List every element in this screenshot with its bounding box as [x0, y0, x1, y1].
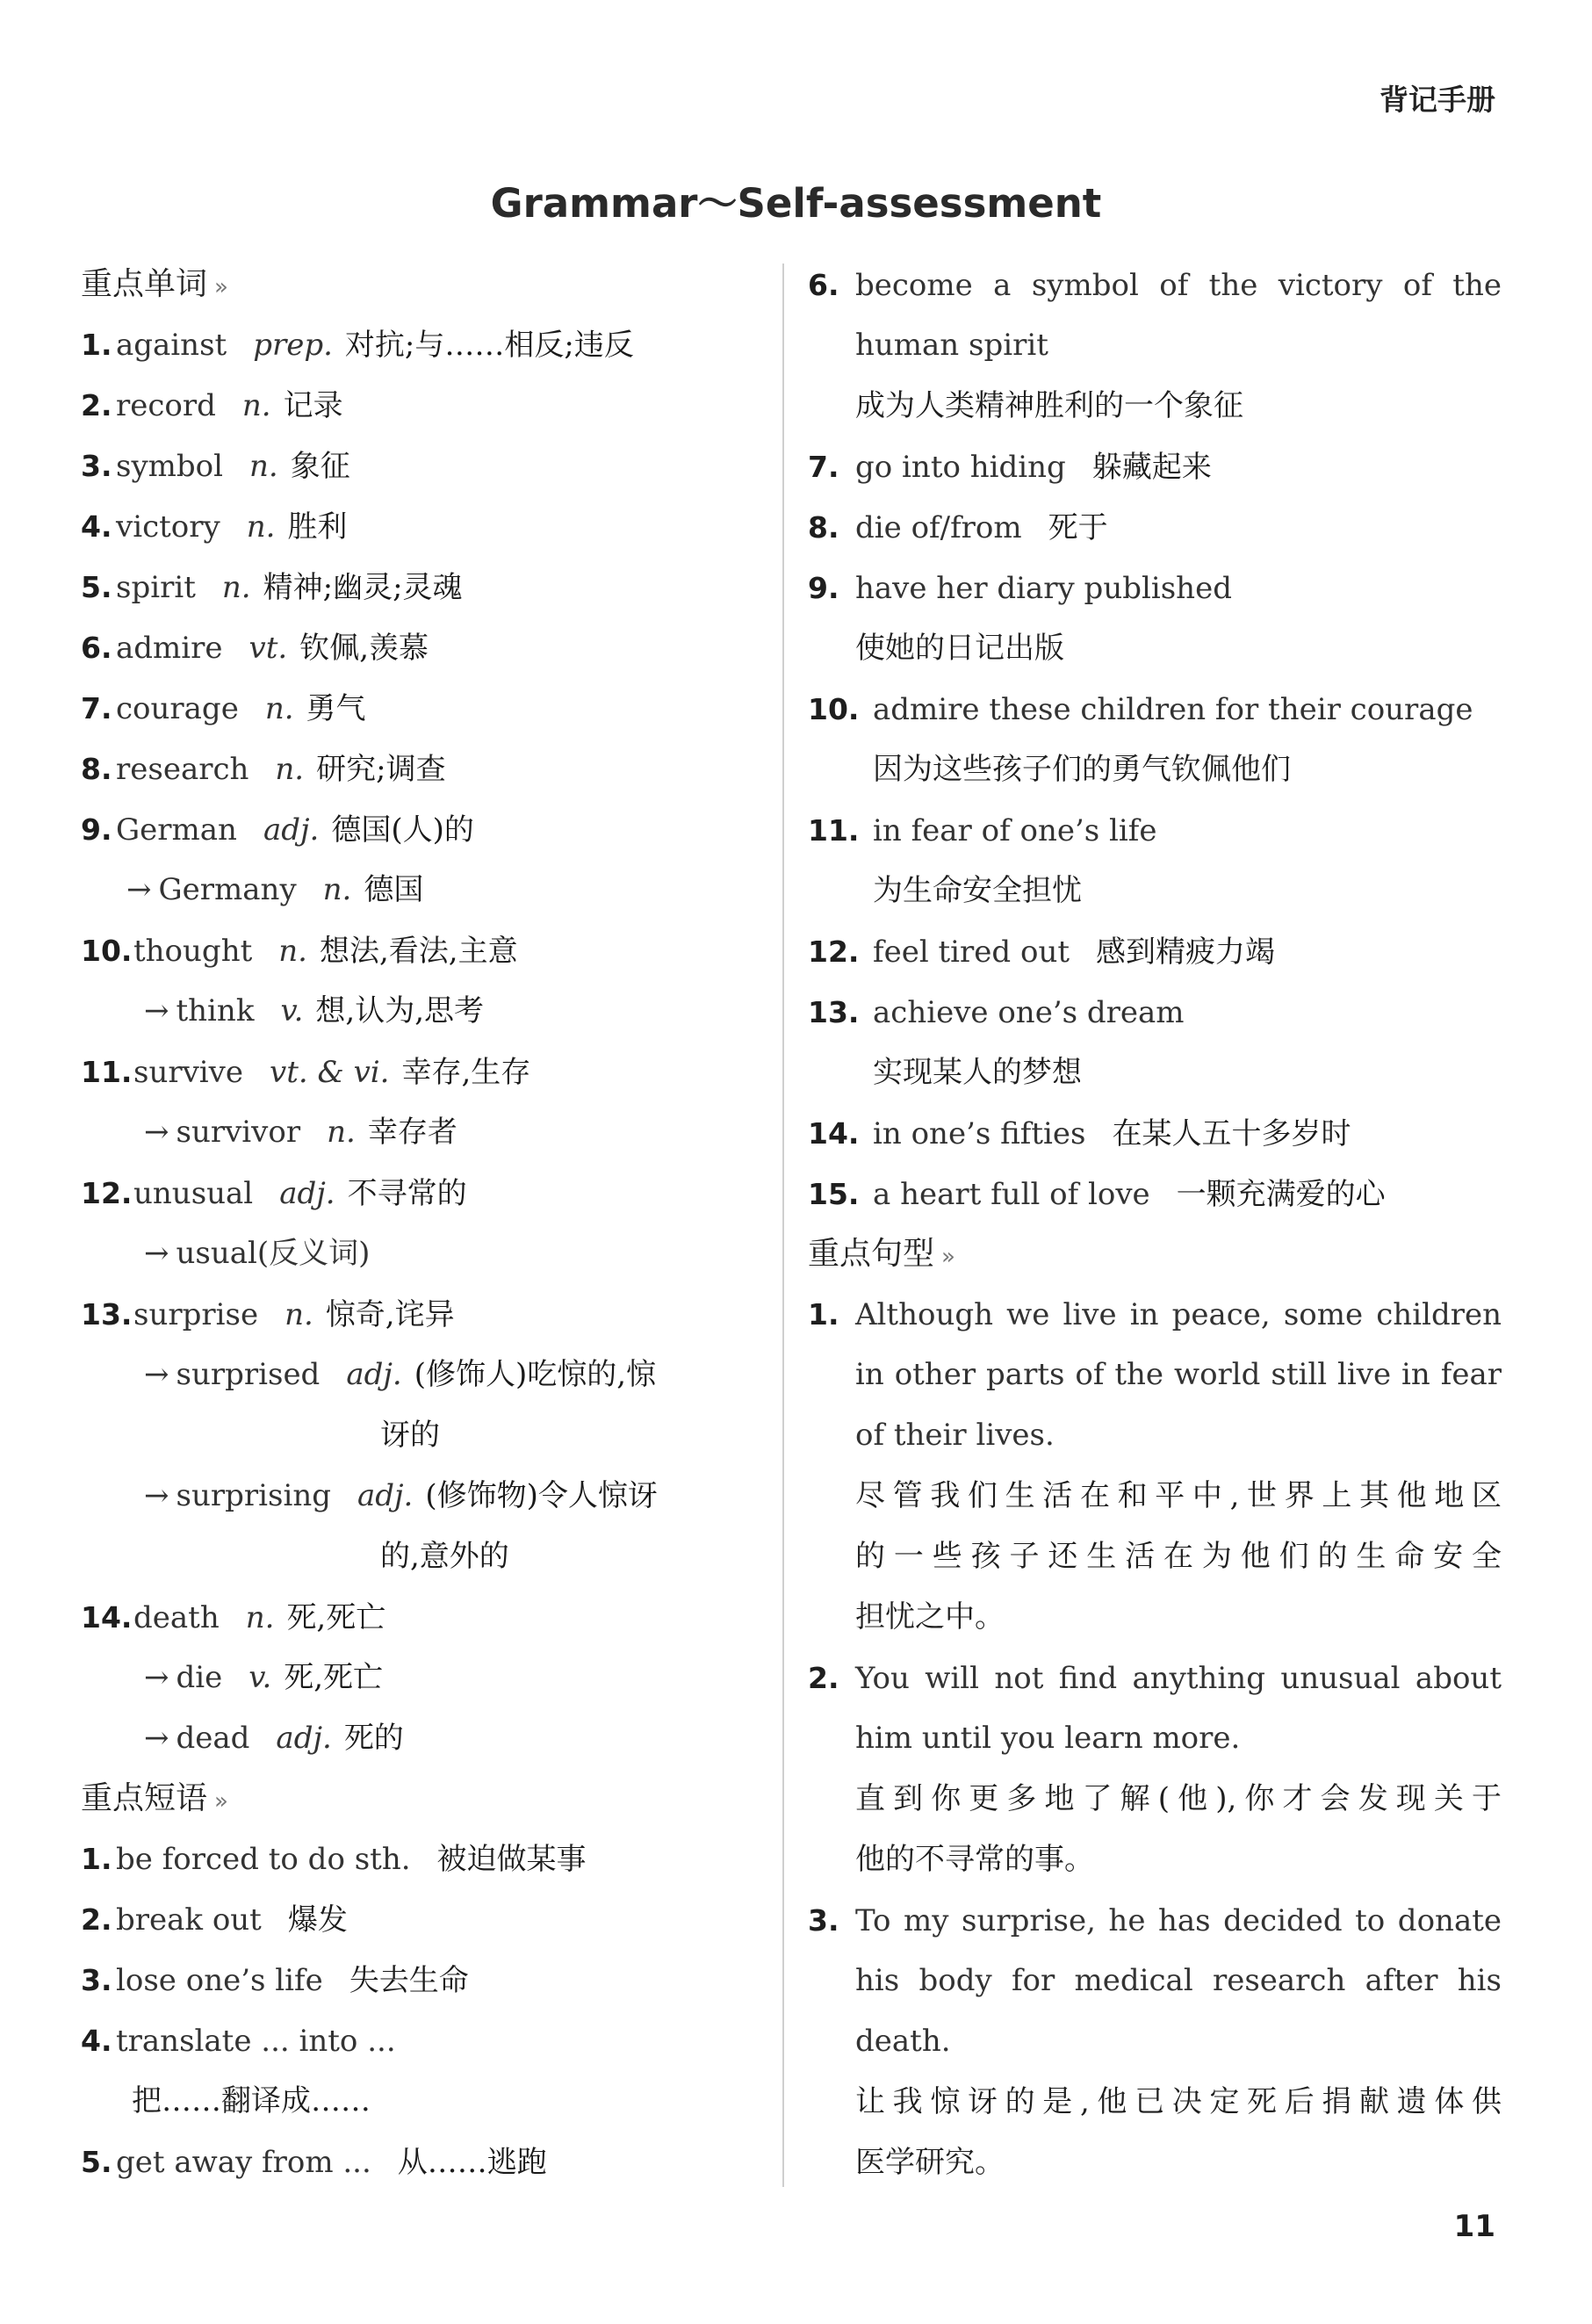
phrase-item: 15. a heart full of love 一颗充满爱的心: [808, 1177, 1386, 1212]
phrase-item: 2. break out 爆发: [81, 1902, 348, 1938]
word-item: 14.death n. 死,死亡: [81, 1600, 386, 1635]
derived-word: → think v. 想,认为,思考: [144, 993, 485, 1028]
phrase-translation: 因为这些孩子们的勇气钦佩他们: [873, 752, 1291, 787]
arrow-right-icon: →: [144, 1115, 169, 1150]
phrase-item: 9. have her diary published: [808, 571, 1232, 606]
sentence-translation: 直到你更多地了解(他),你才会发现关于: [855, 1781, 1502, 1816]
sentence-translation: 医学研究。: [855, 2145, 1005, 2180]
derived-word: → survivor n. 幸存者: [144, 1115, 457, 1150]
sentence-item: 2. You will not find anything unusual about: [808, 1661, 1502, 1696]
sentences-heading: 重点句型 »: [808, 1236, 955, 1272]
chevron-right-icon: »: [941, 1244, 955, 1270]
word-item: 4. victory n. 胜利: [81, 509, 348, 545]
phrase-item: 10. admire these children for their courage: [808, 692, 1473, 727]
derived-word: → dead adj. 死的: [144, 1721, 404, 1756]
header-label: 背记手册: [1379, 83, 1495, 117]
phrase-item: 7. go into hiding 躲藏起来: [808, 450, 1212, 485]
arrow-right-icon: →: [144, 1236, 169, 1271]
sentence-translation: 的一些孩子还生活在为他们的生命安全: [855, 1539, 1502, 1574]
sentence-translation: 担忧之中。: [855, 1599, 1005, 1635]
word-item: 12.unusual adj. 不寻常的: [81, 1176, 467, 1211]
chevron-right-icon: »: [214, 274, 228, 300]
page-title: Grammar～Self-assessment: [490, 180, 1102, 227]
phrase-item: 14. in one’s fifties 在某人五十多岁时: [808, 1116, 1351, 1151]
arrow-right-icon: →: [144, 1357, 169, 1392]
left-column: [81, 255, 774, 2192]
phrase-translation: 为生命安全担忧: [873, 873, 1082, 908]
derived-word-continuation: 的,意外的: [380, 1539, 509, 1574]
word-item: 10.thought n. 想法,看法,主意: [81, 934, 518, 969]
derived-word: → usual(反义词): [144, 1236, 371, 1271]
arrow-right-icon: →: [126, 872, 152, 907]
phrase-item: 13. achieve one’s dream: [808, 995, 1185, 1030]
phrase-item: 5. get away from ... 从……逃跑: [81, 2145, 547, 2180]
derived-word-continuation: 讶的: [380, 1418, 440, 1453]
phrase-item: 6. become a symbol of the victory of the: [808, 268, 1502, 303]
column-divider: [782, 263, 784, 2187]
sentence-continuation: death.: [855, 2024, 951, 2059]
arrow-right-icon: →: [144, 1660, 169, 1695]
derived-word: → Germany n. 德国: [126, 872, 424, 907]
phrase-item: 12. feel tired out 感到精疲力竭: [808, 935, 1276, 970]
derived-word: → surprised adj. (修饰人)吃惊的,惊: [144, 1357, 657, 1392]
sentence-item: 3. To my surprise, he has decided to donate: [808, 1903, 1502, 1938]
arrow-right-icon: →: [144, 993, 169, 1028]
word-item: 9. German adj. 德国(人)的: [81, 812, 474, 848]
word-item: 5. spirit n. 精神;幽灵;灵魂: [81, 570, 463, 605]
sentence-translation: 他的不寻常的事。: [855, 1842, 1094, 1877]
sentence-continuation: him until you learn more.: [855, 1721, 1241, 1756]
word-item: 6. admire vt. 钦佩,羡慕: [81, 631, 429, 666]
sentence-translation: 尽管我们生活在和平中,世界上其他地区: [855, 1478, 1502, 1513]
word-item: 3. symbol n. 象征: [81, 449, 350, 484]
derived-word: → die v. 死,死亡: [144, 1660, 384, 1695]
phrase-translation: 把……翻译成……: [132, 2083, 371, 2118]
word-item: 8. research n. 研究;调查: [81, 752, 446, 787]
right-column: [808, 255, 1502, 2193]
phrase-item: 11. in fear of one’s life: [808, 813, 1157, 848]
phrase-translation: 使她的日记出版: [855, 631, 1064, 666]
sentence-translation: 让我惊讶的是,他已决定死后捐献遗体供: [855, 2084, 1502, 2119]
sentence-continuation: his body for medical research after his: [855, 1963, 1502, 1998]
chevron-right-icon: »: [214, 1788, 228, 1815]
page-number: 11: [1453, 2209, 1495, 2244]
word-item: 1. against prep. 对抗;与……相反;违反: [81, 328, 634, 363]
phrases-heading: 重点短语 »: [81, 1780, 228, 1816]
phrase-item: 1. be forced to do sth. 被迫做某事: [81, 1842, 587, 1877]
word-item: 13.surprise n. 惊奇,诧异: [81, 1297, 455, 1332]
phrase-continuation: human spirit: [855, 328, 1048, 363]
derived-word: → surprising adj. (修饰物)令人惊讶: [144, 1478, 658, 1513]
arrow-right-icon: →: [144, 1478, 169, 1513]
word-item: 7. courage n. 勇气: [81, 691, 366, 726]
word-item: 11.survive vt. & vi. 幸存,生存: [81, 1055, 531, 1090]
arrow-right-icon: →: [144, 1721, 169, 1756]
sentence-item: 1. Although we live in peace, some children: [808, 1297, 1502, 1332]
phrase-item: 4. translate ... into ...: [81, 2024, 396, 2059]
sentence-continuation: of their lives.: [855, 1418, 1055, 1453]
words-heading: 重点单词 »: [81, 266, 228, 302]
phrase-item: 3. lose one’s life 失去生命: [81, 1963, 469, 1998]
sentence-continuation: in other parts of the world still live in fear: [855, 1357, 1502, 1392]
phrase-translation: 实现某人的梦想: [873, 1055, 1082, 1090]
word-item: 2. record n. 记录: [81, 388, 343, 423]
phrase-translation: 成为人类精神胜利的一个象征: [855, 388, 1243, 423]
phrase-item: 8. die of/from 死于: [808, 510, 1108, 545]
